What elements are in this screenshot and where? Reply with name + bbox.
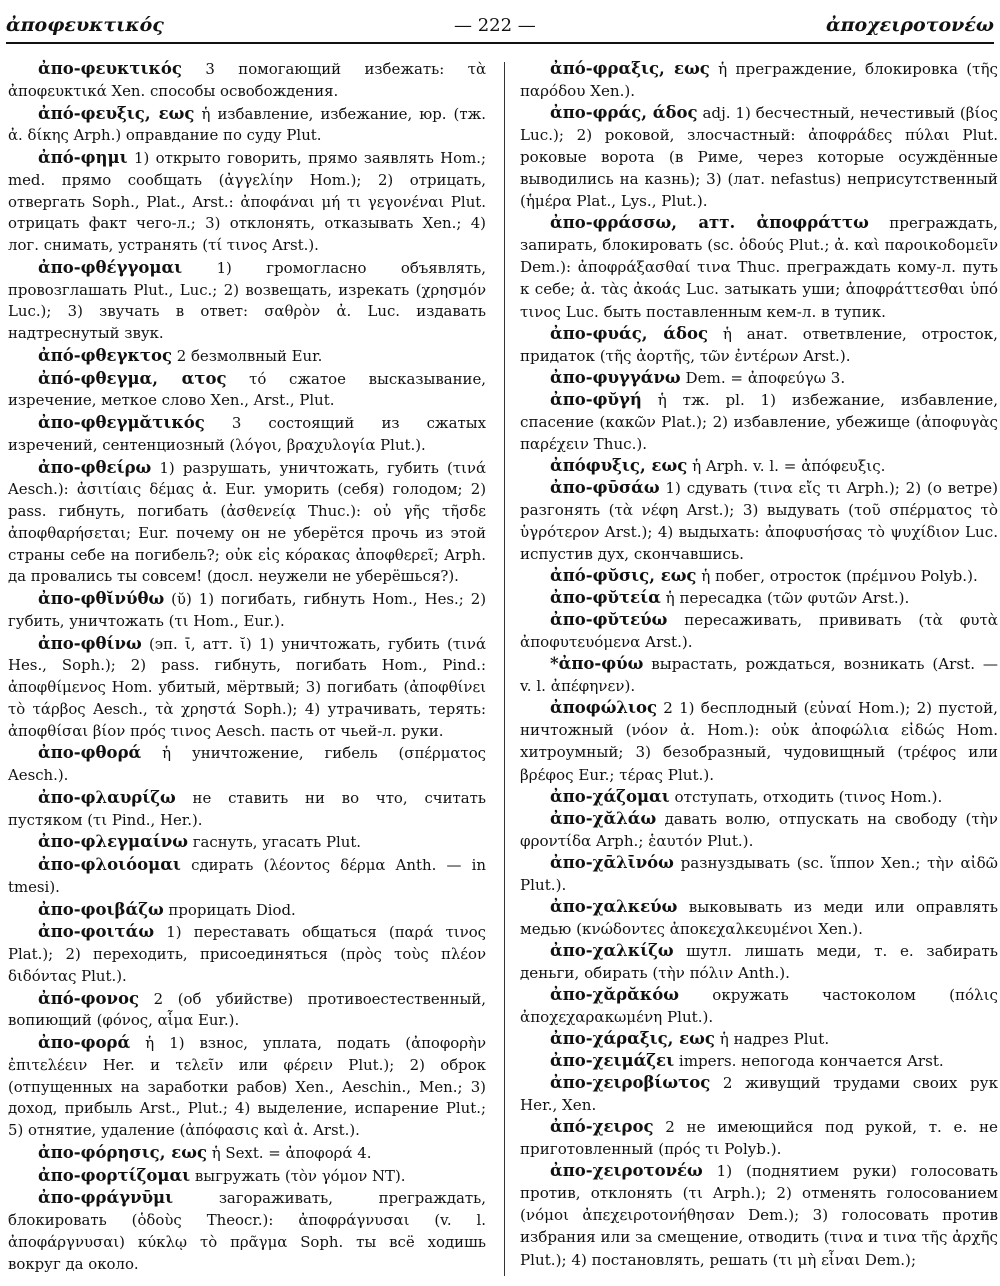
entry-definition: 1) (поднятием руки) голосовать против, отклонять (τι Arph.); 2) отменять голосованием (νόμοι ἀπεχειροτονήθησαν Dem.); 3) голосовать против избрания или за смещение, отводить (τινα и τινα τῆς ἀρχῆς Plut.); 4) постановлять, решать (τι μὴ εἶναι Dem.); [520,1162,998,1269]
entry-definition: 1) громогласно объявлять, провозглашать Plut., Luc.; 2) возвещать, изрекать (χρησμόν Luc.); 3) звучать в ответ: σαθρὸν ἀ. Luc. издавать надтреснутый звук. [8,258,487,342]
dictionary-entry [8,345,486,368]
entry-definition: ἡ анат. ответвление, отросток, придаток (τῆς ἀορτῆς, τῶν ἐντέρων Arst.). [520,324,998,365]
entry-definition: adj. 1) бесчестный, нечестивый (βίος Luc.); 2) роковой, злосчастный: ἀποφράδες πύλαι Plut. роковые ворота (в Риме, через которые осуждённые выводились на казнь); 3) (лат. nefastus) неприсутственный (ἡμέρα Plat., Lys., Plut.). [520,104,998,211]
entry-definition: ἡ избавление, избежание, юр. (тж. ἀ. δίκης Arph.) оправдание по суду Plut. [8,104,487,145]
dictionary-entry [520,697,998,785]
entry-headword: ἀπο-χειροτονέω [550,1161,703,1181]
dictionary-entry [8,103,486,148]
entry-definition: не ставить ни во что, считать пустяком (τι Pind., Her.). [8,788,487,829]
entry-headword: ἀπο-φράσσω, атт. ἀποφράττω [550,213,869,233]
entry-headword: ἀπο-φῡσάω [550,477,660,497]
page-number: — 222 — [453,14,536,36]
entry-headword: ἀπό-φθεγμα, ατος [38,368,227,388]
entry-definition: разнуздывать (sc. ἵππον Xen.; τὴν αἰδῶ Plut.). [520,853,998,894]
entry-definition: 3 помогающий избежать: τὰ ἀποφευκτικά Xen. способы освобождения. [8,60,486,100]
entry-definition: вырастать, рождаться, возникать (Arst. — v. l. ἀπέφηνεν). [520,655,998,696]
entry-definition: 1) сдувать (τινα εἴς τι Arph.); 2) (о ветре) разгонять (τὰ νέφη Arst.); 3) выдувать (τοῦ σπέρματος τὸ ὑγρότερον Arst.); 4) выдыхать: ἀποφυσήσας τὸ ψυχίδιον Luc. испустив дух, скончавшись. [520,478,998,564]
entry-headword: ἀπό-φονος [38,988,140,1008]
dictionary-entry [8,1032,486,1142]
entry-definition: прорицать Diod. [168,900,296,919]
entry-definition: окружать частоколом (πόλις ἀποχεχαρακωμένη Plut.). [520,985,998,1027]
entry-headword: ἀπο-φθίνω [38,633,142,653]
dictionary-entry [520,1028,998,1050]
dictionary-entry [8,921,486,987]
dictionary-entry [8,1165,486,1188]
entry-headword: ἀπο-φθείρω [38,457,152,477]
entry-definition: ἡ пересадка (τῶν φυτῶν Arst.). [665,589,910,608]
entry-headword: ἀπο-φοιβάζω [38,899,164,919]
dictionary-entry [8,368,486,413]
dictionary-entry [520,58,998,102]
entry-headword: ἀπο-φθῐνύθω [38,589,165,608]
dictionary-entry [520,587,998,609]
entry-headword: ἀπο-φῠγή [550,389,642,409]
entry-definition: ἡ тж. pl. 1) избежание, избавление, спасение (κακῶν Plat.); 2) избавление, убежище (ἀποφυγὰς παρέχειν Thuc.). [520,390,998,453]
entry-headword: ἀπο-φθεγμᾰτικός [38,413,205,432]
entry-headword: ἀπό-φημι [38,148,128,167]
entry-headword: ἀπο-φθορά [38,743,142,763]
dictionary-entry [520,984,998,1028]
dictionary-entry [8,412,486,457]
entry-definition: 2 живущий трудами своих рук Her., Xen. [520,1074,998,1115]
entry-headword: ἀπο-φλαυρίζω [38,787,176,807]
dictionary-entry [520,102,998,212]
entry-definition: пересаживать, прививать (τὰ φυτὰ ἀποφυτευόμενα Arst.). [520,611,998,652]
dictionary-entry [520,896,998,940]
entry-headword: ἀπο-φλεγμαίνω [38,832,188,852]
dictionary-entry [8,787,486,832]
dictionary-entry [520,1116,998,1160]
dictionary-entry [520,323,998,367]
entry-definition: ἡ надрез Plut. [719,1030,830,1049]
entry-headword: ἀπο-φράγνῡμι [38,1188,174,1208]
dictionary-entry [520,852,998,896]
entry-headword: ἀπο-χᾰρᾰκόω [550,984,679,1004]
entry-headword: *ἀπο-φύω [550,654,644,674]
entry-definition: impers. непогода кончается Arst. [678,1052,944,1071]
entry-headword: ἀπο-φλοιόομαι [38,855,181,874]
dictionary-entry [8,633,486,743]
entry-definition: 2 не имеющийся под рукой, т. е. не приготовленный (πρός τι Polyb.). [520,1118,998,1159]
dictionary-entry [8,831,486,854]
entry-headword: ἀπο-φῠτεύω [550,610,668,630]
entry-headword: ἀπο-φορά [38,1033,131,1052]
entry-headword: ἀπο-φευκτικός [38,59,182,78]
entry-definition: ἡ Arph. v. l. = ἀπόφευξις. [692,456,886,475]
entry-headword: ἀπό-φραξις, εως [550,59,710,78]
dictionary-entry [8,58,486,103]
entry-headword: ἀπο-φράς, άδος [550,103,698,123]
dictionary-entry [520,1072,998,1116]
entry-definition: τό сжатое высказывание, изречение, меткое слово Xen., Arst., Plut. [8,369,486,410]
entry-headword: ἀπό-φευξις, εως [38,103,195,123]
entry-definition: ἡ побег, отросток (πρέμνου Polyb.). [701,567,978,586]
entry-definition: 2 1) бесплодный (εὐναί Hom.); 2) пустой, ничтожный (νόον ἀ. Hom.): οὐκ ἀποφώλια εἰδώς Hom. хитроумный; 3) безобразный, чудовищный (τρέφος или βρέφος Eur.; τέρας Plut.). [520,699,998,784]
right-column [520,58,998,1271]
entry-definition: ἡ преграждение, блокировка (τῆς παρόδου Xen.). [520,60,998,101]
dictionary-entry [520,1160,998,1270]
dictionary-entry [520,609,998,653]
entry-definition: давать волю, отпускать на свободу (τὴν φροντίδα Arph.; ἑαυτόν Plut.). [520,809,998,850]
dictionary-entry [520,477,998,565]
entry-headword: ἀπο-χειμάζει [550,1051,675,1071]
dictionary-entry [520,455,998,477]
dictionary-entry [8,257,486,345]
dictionary-entry [520,565,998,587]
dictionary-entry [8,147,486,257]
entry-definition: 2 безмолвный Eur. [176,346,323,365]
entry-headword: ἀπόφυξις, εως [550,455,688,475]
entry-definition: Dem. = ἀποφεύγω 3. [685,368,846,387]
entry-headword: ἀπο-φορτίζομαι [38,1165,191,1185]
entry-headword: ἀπο-φθέγγομαι [38,257,183,277]
entry-headword: ἀπο-χαλκεύω [550,896,678,916]
entry-definition: 2 (об убийстве) противоестественный, вопиющий (φόνος, αἷμα Eur.). [8,989,486,1030]
entry-headword: ἀπο-φόρησις, εως [38,1142,208,1162]
dictionary-entry [520,786,998,808]
entry-headword: ἀπό-χειρος [550,1117,654,1137]
left-column [8,58,486,1275]
entry-definition: ἡ 1) взнос, уплата, подать (ἀποφορὴν ἐπιτελέειν Her. и τελεῖν или φέρειν Plut.); 2) оброк (отпущенных на заработки рабов) Xen., Aeschin., Men.; 3) доход, прибыль Arst., Plut.; 4) выделение, испарение Plut.; 5) отнятие, удаление (ἀπόφασις καὶ ἀ. Arst.). [8,1034,487,1139]
entry-headword: ἀπο-χᾰλάω [550,808,657,828]
dictionary-entry [8,588,486,633]
dictionary-entry [8,988,486,1033]
entry-headword: ἀπο-χειροβίωτος [550,1073,711,1093]
header-left-word: ἀποφευκτικός [6,14,164,36]
entry-definition: (ῠ) 1) погибать, гибнуть Hom., Hes.; 2) губить, уничтожать (τι Hom., Eur.). [8,590,487,630]
dictionary-entry [520,212,998,322]
entry-headword: ἀπό-φῠσις, εως [550,566,697,586]
running-head [6,8,994,44]
dictionary-entry [8,742,486,787]
entry-definition: 3 состоящий из сжатых изречений, сентенциозный (λόγοι, βραχυλογία Plut.). [8,414,486,454]
dictionary-entry [8,854,486,899]
entry-headword: ἀποφώλιος [550,698,658,718]
dictionary-entry [8,899,486,922]
entry-definition: 1) переставать общаться (παρά τινος Plat.); 2) переходить, присоединяться (πρὸς τοὺς πλέον διδόντας Plut.). [8,923,487,985]
entry-headword: ἀπο-χᾱλῑνόω [550,852,674,872]
dictionary-entry [520,389,998,455]
dictionary-entry [520,940,998,984]
entry-definition: ἡ уничтожение, гибель (σπέρματος Aesch.). [8,744,486,784]
entry-definition: ἡ Sext. = ἀποφορά 4. [211,1143,372,1162]
header-right-word: ἀποχειροτονέω [825,14,994,36]
dictionary-entry [8,1187,486,1275]
dictionary-entry [520,653,998,697]
dictionary-entry [520,1050,998,1072]
entry-headword: ἀπο-χάζομαι [550,786,670,806]
dictionary-entry [8,457,486,589]
dictionary-entry [8,1142,486,1165]
entry-definition: 1) разрушать, уничтожать, губить (τινά Aesch.): ἀσιτίαις δέμας ἀ. Eur. уморить (себя) голодом; 2) pass. гибнуть, погибать (ἀσθενείᾳ Thuc.): οὐ γῆς τῆσδε ἀποφθαρήσεται; Eur. почему он не уберётся прочь из этой страны себе на погибель?; οὐκ εἰς κόρακας ἀποφθερεῖ; Arph. да провались ты совсем! (досл. неужели не уберёшься?). [8,458,487,586]
entry-headword: ἀπο-φοιτάω [38,922,155,942]
entry-headword: ἀπο-χαλκίζω [550,940,674,960]
entry-headword: ἀπο-φῠτεία [550,588,661,608]
entry-definition: (эп. ῑ, атт. ῐ) 1) уничтожать, губить (τινά Hes., Soph.); 2) pass. гибнуть, погибать Hom., Pind.: ἀποφθίμενος Hom. убитый, мёртвый; 3) погибать (ἀποφθίνει τὸ τάρβος Aesch., τὰ χρηστά Soph.); 4) утрачивать, терять: ἀποφθίσαι βίον πρός τινος Aesch. пасть от чьей-л. руки. [8,634,487,740]
entry-definition: отступать, отходить (τινος Hom.). [674,787,943,806]
entry-headword: ἀπο-χάραξις, εως [550,1029,715,1049]
entry-definition: шутл. лишать меди, т. е. забирать деньги, обирать (τὴν πόλιν Anth.). [520,941,998,982]
entry-definition: загораживать, преграждать, блокировать (ὁδοὺς Theocr.): ἀποφράγνυσαι (v. l. ἀποφάργνυσαι) κύκλῳ τὸ πρᾶγμα Soph. ты всё ходишь вокруг да около. [8,1189,486,1273]
entry-definition: сдирать (λέοντος δέρμα Anth. — in tmesi). [8,856,487,896]
entry-definition: гаснуть, угасать Plut. [192,833,362,852]
entry-headword: ἀπο-φυγγάνω [550,367,681,387]
entry-definition: выгружать (τὸν γόμον NT). [194,1166,406,1185]
dictionary-entry [520,808,998,852]
entry-definition: преграждать, запирать, блокировать (sc. ὁδούς Plut.; ἀ. καὶ παροικοδομεῖν Dem.): ἀποφράξασθαί τινα Thuc. преграждать кому-л. путь к себе; ἀ. τὰς ἀκοάς Luc. затыкать уши; ἀποφράττεσθαι ὑπό τινος Luc. быть поставленным кем-л. в тупик. [520,214,998,321]
entry-headword: ἀπό-φθεγκτος [38,345,173,365]
entry-definition: 1) открыто говорить, прямо заявлять Hom.; med. прямо сообщать (ἀγγελίην Hom.); 2) отрицать, отвергать Soph., Plat., Arst.: ἀποφάναι μή τι γεγονέναι Plut. отрицать факт чего-л.; 3) отклонять, отказывать Xen.; 4) лог. снимать, устранять (τί τινος Arst.). [8,149,486,254]
column-divider [504,62,505,1276]
entry-definition: выковывать из меди или оправлять медью (κνώδοντες ἀποκεχαλκευμένοι Xen.). [520,897,998,938]
entry-headword: ἀπο-φυάς, άδος [550,323,709,343]
dictionary-entry [520,367,998,389]
